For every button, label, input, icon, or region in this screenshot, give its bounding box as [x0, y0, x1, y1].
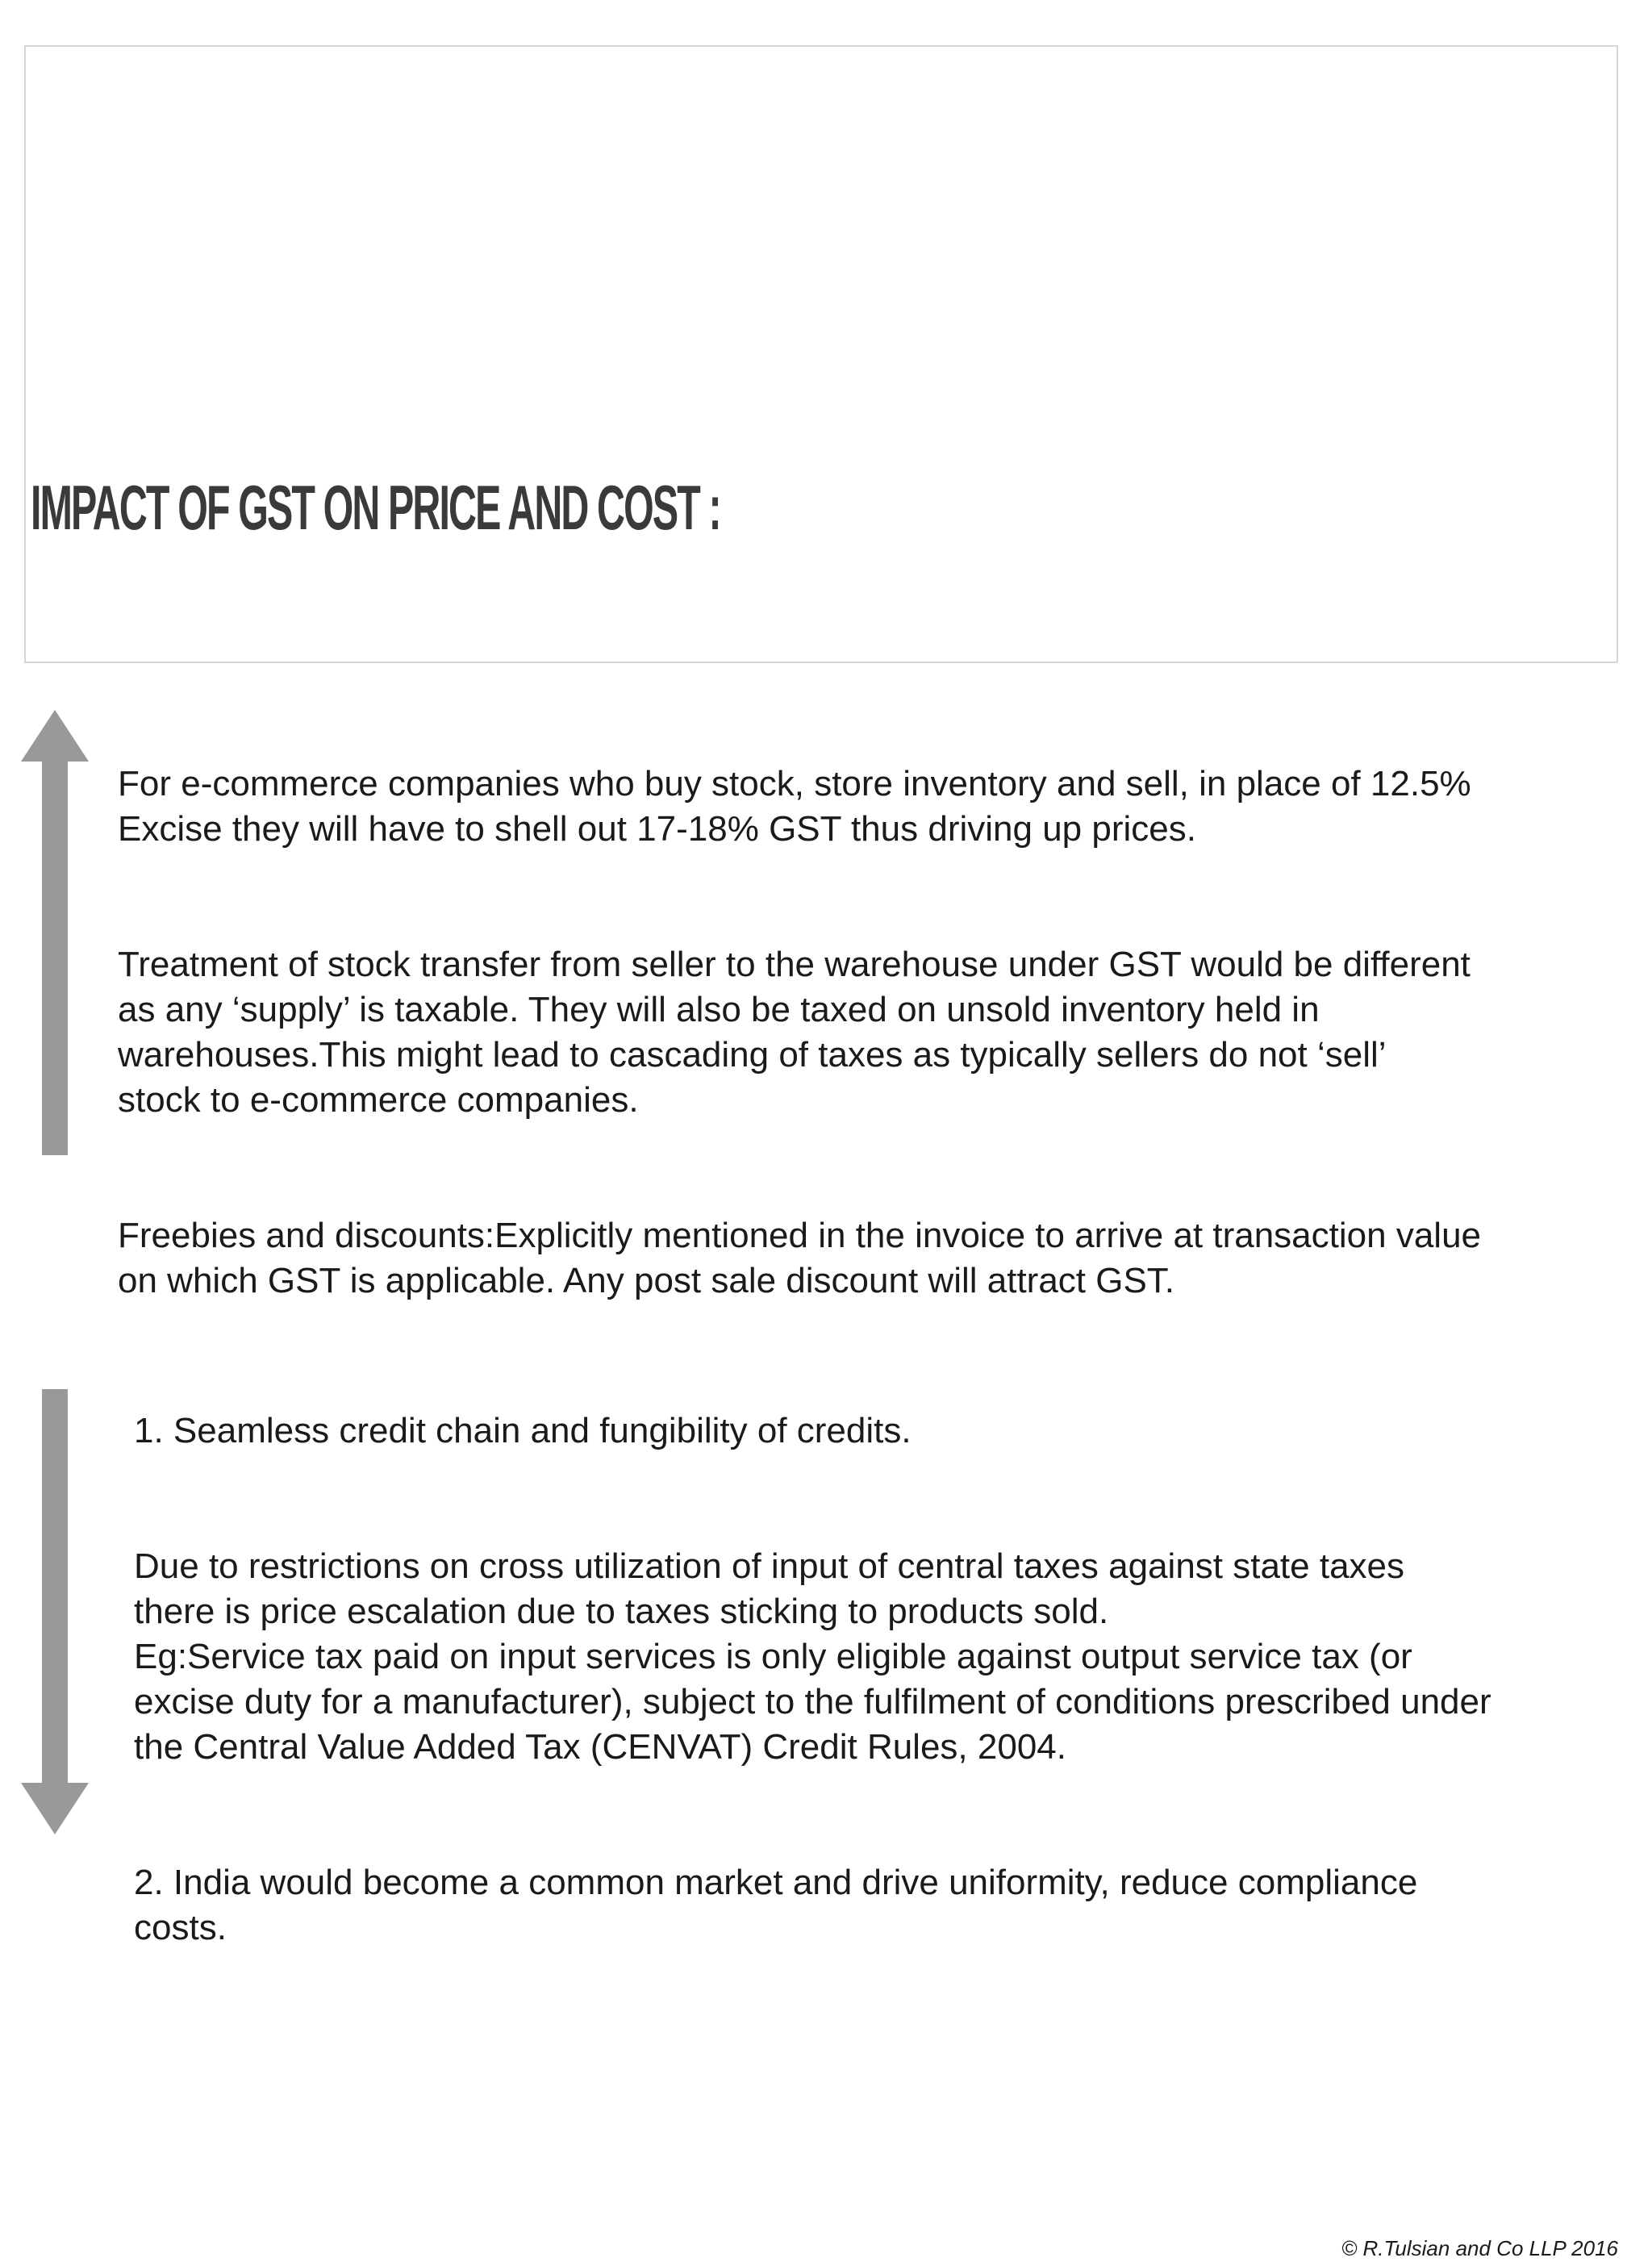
arrow-down-icon	[21, 1389, 89, 1834]
price-decrease-section	[134, 1363, 1642, 1996]
paragraph-freebies-discounts: Freebies and discounts:Explicitly mentioned in the invoice to arrive at transaction value on which GST is applicable. Any post sale discount will attract GST.	[118, 1216, 1482, 1300]
paragraph-stock-transfer: Treatment of stock transfer from seller to the warehouse under GST would be different as any ‘supply’ is taxable. They will also be taxed on unsold inventory held in warehouses.This might lead to cascading of taxes as typically sellers do not ‘sell’ stock to e-commerce companies.	[118, 945, 1471, 1120]
paragraph-common-market: 2. India would become a common market and drive uniformity, reduce compliance costs.	[134, 1863, 1418, 1947]
arrow-up-icon	[21, 710, 89, 1155]
copyright-footer: © R.Tulsian and Co LLP 2016	[1341, 2236, 1618, 2260]
paragraph-cross-utilization: Due to restrictions on cross utilization of input of central taxes against state taxes there is price escalation due to taxes sticking to products sold. Eg:Service tax paid on input services is only eligible against output service tax (or excise duty for a manufacturer), subject to the fulfilment of conditions prescribed under the Central Value Added Tax (CENVAT) Credit Rules, 2004.	[134, 1546, 1491, 1767]
title-frame	[24, 45, 1618, 663]
paragraph-seamless-credit: 1. Seamless credit chain and fungibility of credits.	[134, 1411, 912, 1450]
paragraph-ecommerce-stock: For e-commerce companies who buy stock, store inventory and sell, in place of 12.5% Excise they will have to shell out 17-18% GST thus driving up prices.	[118, 764, 1471, 849]
page-title: IMPACT OF GST ON PRICE AND COST :	[31, 472, 720, 543]
price-increase-section	[118, 716, 1634, 1349]
